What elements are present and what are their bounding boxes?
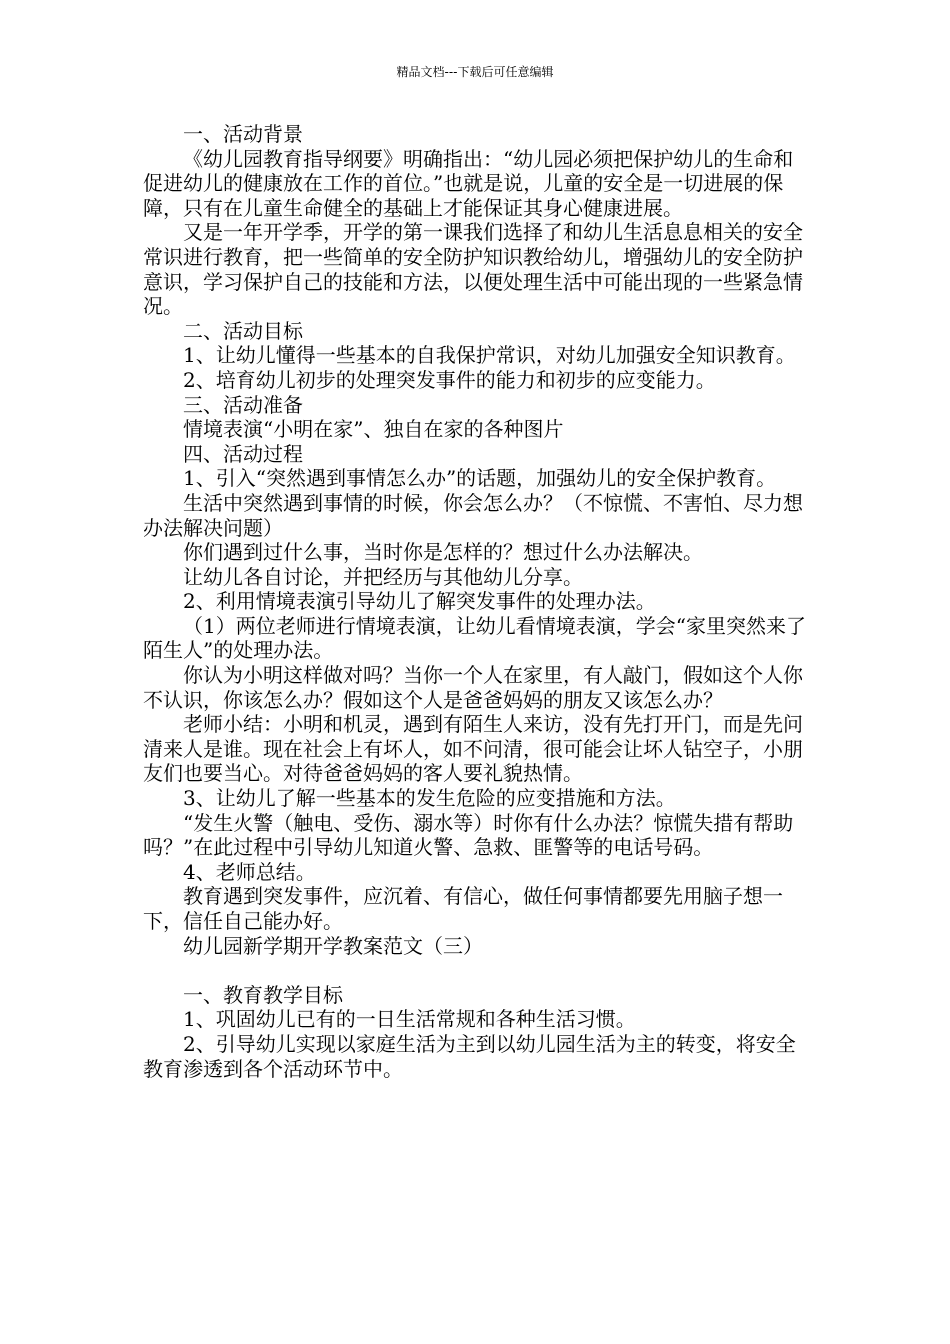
blank-line xyxy=(143,958,813,983)
paragraph: 你认为小明这样做对吗？当你一个人在家里，有人敲门，假如这个人你不认识，你该怎么办？假如这个人是爸爸妈妈的朋友又该怎么办？ xyxy=(143,663,803,712)
paragraph: 4、老师总结。 xyxy=(183,859,316,884)
section-heading: 一、教育教学目标 xyxy=(183,982,343,1007)
paragraph: 《幼儿园教育指导纲要》明确指出：“幼儿园必须把保护幼儿的生命和促进幼儿的健康放在工作的首位。”也就是说，儿童的安全是一切进展的保障，只有在儿童生命健全的基础上才能保证其身心健康进展。 xyxy=(143,146,794,220)
document-subtitle: 幼儿园新学期开学教案范文（三） xyxy=(183,933,483,958)
page-header: 精品文档---下载后可任意编辑 xyxy=(396,65,554,79)
paragraph: 2、利用情境表演引导幼儿了解突发事件的处理办法。 xyxy=(183,589,656,614)
paragraph: 教育遇到突发事件，应沉着、有信心，做任何事情都要先用脑子想一下，信任自己能办好。 xyxy=(143,884,783,933)
paragraph: 情境表演“小明在家”、独自在家的各种图片 xyxy=(183,417,564,442)
paragraph: 1、让幼儿懂得一些基本的自我保护常识，对幼儿加强安全知识教育。 xyxy=(183,343,796,368)
paragraph: 2、引导幼儿实现以家庭生活为主到以幼儿园生活为主的转变，将安全教育渗透到各个活动环节中。 xyxy=(143,1031,796,1081)
section-heading: 二、活动目标 xyxy=(183,318,303,343)
section-heading: 三、活动准备 xyxy=(183,392,303,417)
paragraph: 生活中突然遇到事情的时候，你会怎么办？（不惊慌、不害怕、尽力想办法解决问题） xyxy=(143,490,803,540)
paragraph: 1、巩固幼儿已有的一日生活常规和各种生活习惯。 xyxy=(183,1007,636,1032)
section-heading: 一、活动背景 xyxy=(183,122,303,146)
paragraph: 又是一年开学季，开学的第一课我们选择了和幼儿生活息息相关的安全常识进行教育，把一些简单的安全防护知识教给幼儿，增强幼儿的安全防护意识，学习保护自己的技能和方法，以便处理生活中可能出现的一些紧急情况。 xyxy=(143,220,803,319)
paragraph: “发生火警（触电、受伤、溺水等）时你有什么办法？惊慌失措有帮助吗？”在此过程中引导幼儿知道火警、急救、匪警等的电话号码。 xyxy=(143,810,794,860)
paragraph: 让幼儿各自讨论，并把经历与其他幼儿分享。 xyxy=(183,564,583,589)
paragraph: 老师小结：小明和机灵，遇到有陌生人来访，没有先打开门，而是先问清来人是谁。现在社会上有坏人，如不问清，很可能会让坏人钻空子，小朋友们也要当心。对待爸爸妈妈的客人要礼貌热情。 xyxy=(143,712,803,786)
paragraph: 2、培育幼儿初步的处理突发事件的能力和初步的应变能力。 xyxy=(183,367,716,392)
section-heading: 四、活动过程 xyxy=(183,441,303,466)
paragraph: 你们遇到过什么事，当时你是怎样的？想过什么办法解决。 xyxy=(183,540,703,565)
paragraph: （1）两位老师进行情境表演，让幼儿看情境表演，学会“家里突然来了陌生人”的处理办法。 xyxy=(143,613,806,663)
document-body xyxy=(143,122,813,1081)
paragraph: 1、引入“突然遇到事情怎么办”的话题，加强幼儿的安全保护教育。 xyxy=(183,466,777,491)
paragraph: 3、让幼儿了解一些基本的发生危险的应变措施和方法。 xyxy=(183,786,676,811)
